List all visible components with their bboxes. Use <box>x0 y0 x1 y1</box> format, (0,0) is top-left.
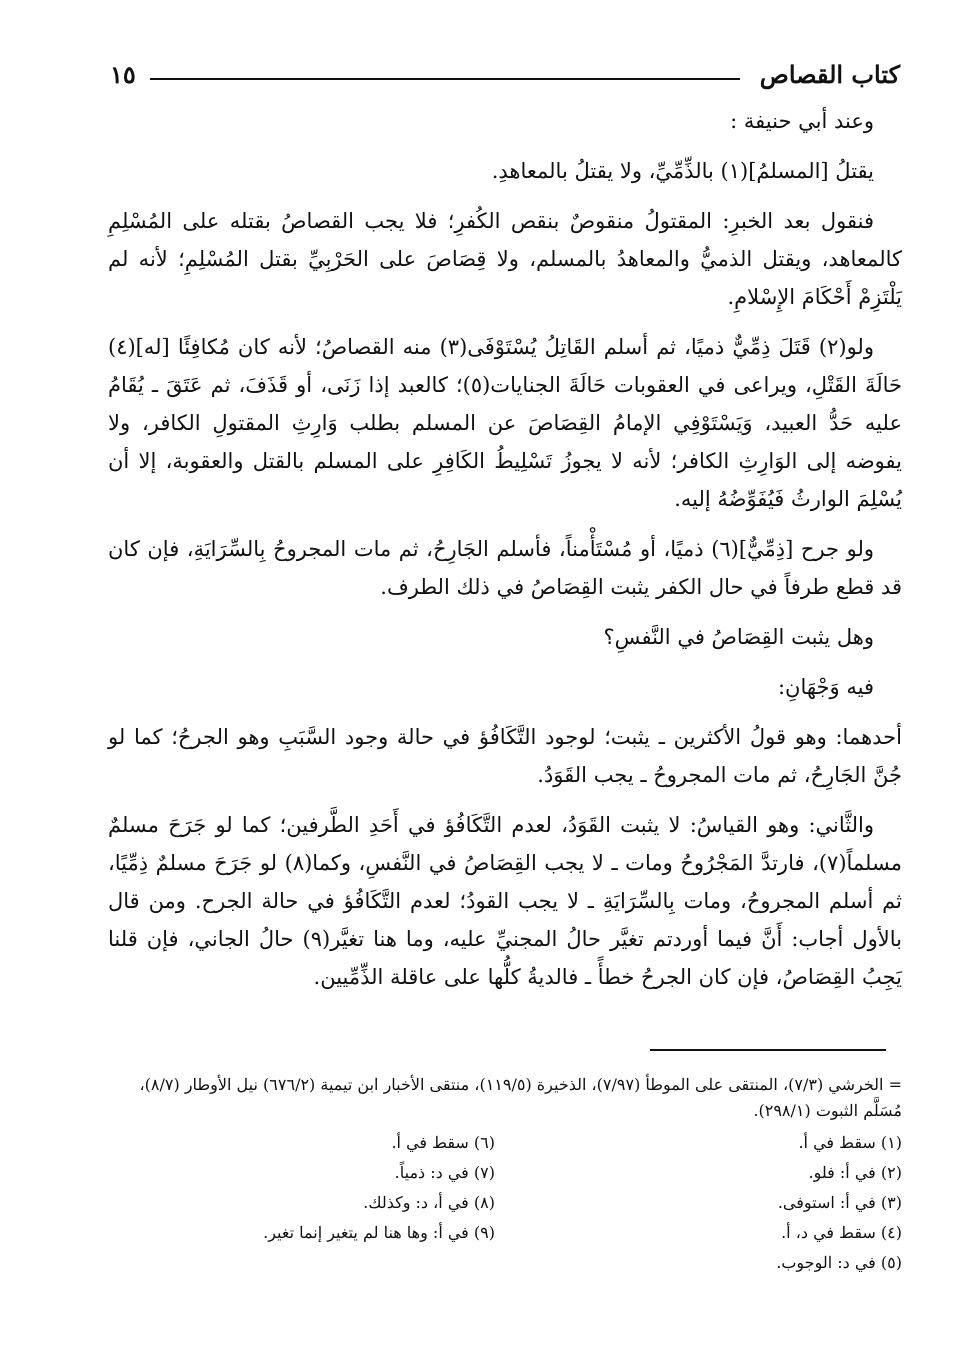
paragraph: ولو(٢) قَتَلَ ذِمِّيٌّ ذميًا، ثم أسلم القَاتِلُ يُسْتَوْفَى(٣) منه القصاصُ؛ لأنه كان مُكافِئًا [له](٤) حَالَةَ القَتْلِ، ويراعى في العقوبات حَالَةَ الجنايات(٥)؛ كالعبد إذا زَنَى، أو قَذَفَ، ثم عَتَقَ ـ يُقَامُ عليه حَدُّ العبيد، وَيَسْتَوْفِي الإمامُ القِصَاصَ عن المسلم بطلب وَارِثِ المقتولِ الكافر، ولا يفوضه إلى الوَارِثِ الكافر؛ لأنه لا يجوزُ تَسْلِيطُ الكَافِرِ على المسلم بالقتل والعقوبة، إلا أن يُسْلِمَ الوارثُ فَيُفَوِّضُهُ إليه. <box>108 335 903 511</box>
footnote: (١) سقط في أ. <box>798 1133 902 1152</box>
footnote-continuation: = الخرشي (٧/٣)، المنتقى على الموطأ (٧/٩٧)، الذخيرة (١١٩/٥)، منتقى الأخبار ابن تيمية (٦٧٦/٢) نيل الأوطار (٨/٧)، مُسَلَّم الثبوت (٢٩٨/١). <box>139 1075 902 1120</box>
footnote: (٨) في أ، د: وكذلك. <box>363 1193 495 1212</box>
paragraph: فيه وَجْهَانِ: <box>777 675 874 699</box>
footnote: (٤) سقط في د، أ. <box>781 1223 902 1242</box>
paragraph: وعند أبي حنيفة : <box>730 109 874 133</box>
paragraph: ولو جرح [ذِمِّيٌّ](٦) ذميًا، أو مُسْتَأْمناً، فأسلم الجَارِحُ، ثم مات المجروحُ بِالسِّرَايَةِ، فإن كان قد قطع طرفاً في حال الكفر يثبت القِصَاصُ في ذلك الطرف. <box>108 537 902 599</box>
footnote: (٩) في أ: وها هنا لم يتغير إنما تغير. <box>263 1223 495 1242</box>
footnote-separator <box>650 1049 886 1051</box>
paragraph: أحدهما: وهو قولُ الأكثرين ـ يثبت؛ لوجود التَّكَافُؤ في حالة وجود السَّبَبِ وهو الجرحُ؛ كما لو جُنَّ الجَارِحُ، ثم مات المجروحُ ـ يجب القَوَدُ. <box>108 725 902 787</box>
paragraph: فنقول بعد الخبرِ: المقتولُ منقوصٌ بنقص الكُفرِ؛ فلا يجب القصاصُ بقتله على المُسْلِمِ كالمعاهد، ويقتل الذميُّ والمعاهدُ بالمسلم، ولا قِصَاصَ على الحَرْبِيِّ بقتل المُسْلِمِ؛ لأنه لم يَلْتَزِمْ أَحْكَامَ الإِسْلامِ. <box>108 209 902 309</box>
paragraph: وهل يثبت القِصَاصُ في النَّفسِ؟ <box>603 625 874 649</box>
header-rule <box>150 78 740 80</box>
footnote: (٧) في د: ذمياً. <box>394 1163 495 1182</box>
footnote: (٥) في د: الوجوب. <box>776 1253 902 1272</box>
footnote: (٣) في أ: استوفى. <box>777 1193 902 1212</box>
running-header <box>110 60 900 96</box>
paragraph: والثَّاني: وهو القياسُ: لا يثبت القَوَدُ، لعدم التَّكَافُؤ في أَحَدِ الطَّرفين؛ كما لو جَرَحَ مسلمٌ مسلماً(٧)، فارتدَّ المَجْرُوحُ ومات ـ لا يجب القِصَاصُ في النَّفسِ، وكما(٨) لو جَرَحَ مسلمٌ ذِمِّيًا، ثم أسلم المجروحُ، ومات بِالسِّرَايَةِ ـ لا يجب القودُ؛ لعدم التَّكَافُؤ في حالة الجرح. ومن قال بالأول أجاب: أَنَّ فيما أوردتم تغيَّر حالُ المجنيِّ عليه، وما هنا تغيَّر(٩) حالُ الجاني، فإن قلنا يَجِبُ القِصَاصُ، فإن كان الجرحُ خطأً ـ فالديةُ كلُّها على عاقلة الذِّمِّيين. <box>108 813 902 989</box>
page-number: ١٥ <box>110 60 136 89</box>
running-title: كتاب القصاص <box>759 60 900 89</box>
footnotes <box>108 1072 902 1280</box>
main-text <box>108 102 902 1008</box>
footnote: (٢) في أ: فلو. <box>808 1163 902 1182</box>
footnote-list <box>108 1130 902 1280</box>
paragraph: يقتلُ [المسلمُ](١) بالذِّمِّيِّ، ولا يقتلُ بالمعاهدِ. <box>491 159 874 183</box>
footnote: (٦) سقط في أ. <box>391 1133 495 1152</box>
